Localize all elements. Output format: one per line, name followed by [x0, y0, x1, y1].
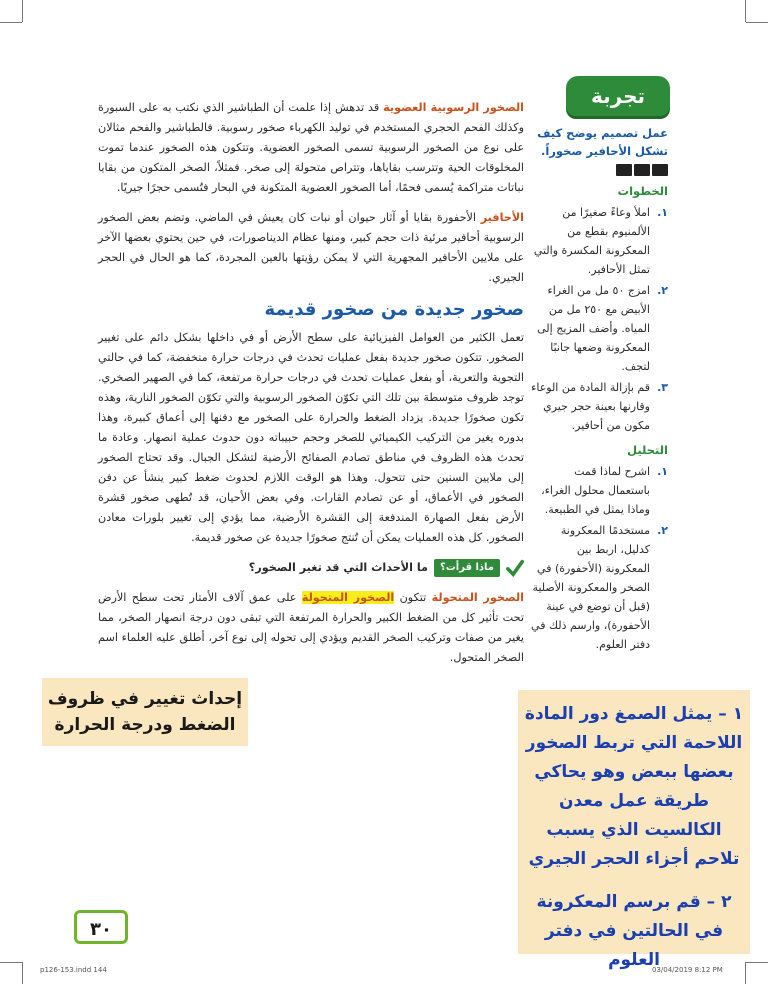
reading-check-badge: ماذا قرأت؟ — [434, 559, 500, 577]
answer-line: إحداث تغيير في ظروف — [47, 689, 243, 709]
organic-term: الصخور الرسوبية العضوية — [383, 101, 524, 114]
page-number: ٣٠ — [74, 910, 128, 944]
analysis-number: ١. — [657, 465, 668, 478]
analysis-list — [530, 462, 668, 654]
step-text: املأ وعاءً صغيرًا من الألمنيوم بقطع من المعكرونة المكسرة والتي تمثل الأحافير. — [533, 206, 650, 276]
answer-line: الضغط ودرجة الحرارة — [54, 715, 236, 735]
safety-goggles-icon — [652, 164, 668, 176]
analysis-title: التحليل — [627, 443, 668, 457]
crop-mark — [0, 962, 22, 963]
organic-text: قد تدهش إذا علمت أن الطباشير الذي نكتب به على السبورة وكذلك الفحم الحجري المستخدم في توليد الكهرباء صخور رسوبية. فالطباشير والفحم مثالان على نوع من الصخور الرسوبية تسمى الصخور العضوية. وتتكون هذه الصخور عندما تموت المخلوقات الحية وتترسب بقاياها، وتتراص متحولة إلى صخر. فمثلاً، الصخر المتكون من بقايا نباتات متراكمة يُسمى فحمًا، أما الصخور العضوية المتكونة في البحار فتُسمى حجرًا جيريًا. — [98, 101, 524, 194]
fossils-text: الأحفورة بقايا أو آثار حيوان أو نبات كان يعيش في الماضي. وتضم بعض الصخور الرسوبية أحافير مرئية ذات حجم كبير، ومنها عظام الديناصورات، في حين يحتوي بعضها الآخر على ملايين الأحافير المجهرية التي لا يمكن رؤيتها بالعين المجردة، كما هو الحال في الحجر الجيري. — [98, 211, 524, 284]
steps-list — [530, 203, 668, 435]
list-item — [530, 462, 668, 519]
step-text: قم بإزالة المادة من الوعاء وقارنها بعينة حجر جيري مكون من أحافير. — [531, 381, 650, 432]
safety-tool-icon — [616, 164, 632, 176]
section-paragraph: تعمل الكثير من العوامل الفيزيائية على سطح الأرض أو في داخلها بشكل دائم على تغيير الصخور. تتكون صخور جديدة بفعل عمليات تحدث في درجات حرارة منخفضة، كما في حالتي التجوية والتعرية، أو بفعل عمليات تحدث في درجات حرارة مرتفعة، كما في الصهير الصخري. توجد ظروف متوسطة بين تلك التي تكوّن الصخور الرسوبية والتي تكوّن الصخور النارية، وهذه تكون صخورًا جديدة. يزداد الضغط والحرارة على الصخور مع دفنها إلى أعماق كبيرة، وهذا بدوره يغير من التركيب الكيميائي للصخر وحجم حبيباته دون حدوث عملية انصهار. وعادة ما تحدث هذه الظروف في مناطق تصادم الصفائح الأرضية لتشكل الجبال. وقد تحتاج الصخور إلى ملايين السنين حتى تتحول. وهذا هو الوقت اللازم لحدوث ضغط كبير ينشأ عن دفن الصخور في الأعماق، أو عن تصادم القارات. وفي بعض الأحيان، قد تُطهى صخور قشرة الأرض بفعل الصهارة المندفعة إلى القشرة الأرضية، مما يؤدي إلى تغيير بلورات معادن الصخور. كل هذه العمليات يمكن أن تُنتج صخورًا جديدة عن صخور قديمة. — [98, 331, 524, 544]
step-number: ٢. — [657, 284, 668, 297]
organic-paragraph — [98, 98, 524, 198]
analysis-text: مستخدمًا المعكرونة كدليل، اربط بين المعكرونة (الأحفورة) في الصخر والمعكرونة الأصلية (قبل أن توضع في عينة الأحفورة)، وارسم ذلك في دفتر العلوم. — [531, 524, 650, 651]
steps-title: الخطوات — [617, 184, 668, 198]
experiment-intro: عمل تصميم يوضح كيف تشكل الأحافير صخوراً. — [537, 126, 668, 158]
list-item — [530, 281, 668, 376]
crop-mark — [22, 0, 23, 22]
step-text: امزج ٥٠ مل من الغراء الأبيض مع ٢٥٠ مل من المياه. وأضف المزيج إلى المعكرونة وضعها جانبًا لتجف. — [537, 284, 650, 373]
reading-check-question: ما الأحداث التي قد تغير الصخور؟ — [248, 561, 428, 574]
fossils-term: الأحافير — [480, 211, 524, 224]
safety-icons — [530, 164, 668, 176]
crop-mark — [746, 962, 768, 963]
answer-note-left — [42, 678, 248, 746]
crop-mark — [22, 962, 23, 984]
fossils-paragraph — [98, 208, 524, 288]
footer-file-name: p126-153.indd 144 — [40, 966, 107, 974]
reading-check — [98, 558, 524, 578]
crop-mark — [746, 22, 768, 23]
section-title: صخور جديدة من صخور قديمة — [264, 299, 524, 320]
metamorphic-term: الصخور المتحولة — [431, 591, 525, 604]
metamorphic-text: على عمق آلاف الأمتار تحت سطح الأرض تحت تأثير كل من الضغط الكبير والحرارة المرتفعة التي تبقى دون درجة انصهار الصخر، مما يغير من صفات وتركيب الصخر القديم ويؤدي إلى تحوله إلى نوع آخر، أطلق عليه العلماء اسم الصخر المتحول. — [98, 591, 524, 664]
answer-2: ٢ – قم برسم المعكرونة في الحالتين في دفتر العلوم — [536, 892, 732, 970]
list-item — [530, 521, 668, 654]
experiment-sidebar — [530, 124, 668, 656]
safety-hand-icon — [634, 164, 650, 176]
footer-date: 03/04/2019 8:12 PM — [652, 966, 723, 974]
metamorphic-pre: تتكون — [399, 591, 427, 604]
metamorphic-highlight: الصخور المتحولة — [301, 591, 395, 604]
checkmark-icon — [506, 559, 524, 577]
list-item — [530, 203, 668, 279]
crop-mark — [745, 0, 746, 22]
answer-1: ١ – يمثل الصمغ دور المادة اللاحمة التي تربط الصخور بعضها ببعض وهو يحاكي طريقة عمل معدن الكالسيت الذي يسبب تلاحم أجزاء الحجر الجيري — [524, 704, 744, 869]
experiment-tab: تجربة — [566, 76, 670, 116]
step-number: ١. — [657, 206, 668, 219]
step-number: ٣. — [657, 381, 668, 394]
list-item — [530, 378, 668, 435]
main-text-column — [98, 98, 524, 678]
crop-mark — [0, 22, 22, 23]
metamorphic-paragraph — [98, 588, 524, 668]
crop-mark — [745, 962, 746, 984]
analysis-text: اشرح لماذا قمت باستعمال محلول الغراء، وماذا يمثل في الطبيعة. — [541, 465, 650, 516]
analysis-number: ٢. — [657, 524, 668, 537]
